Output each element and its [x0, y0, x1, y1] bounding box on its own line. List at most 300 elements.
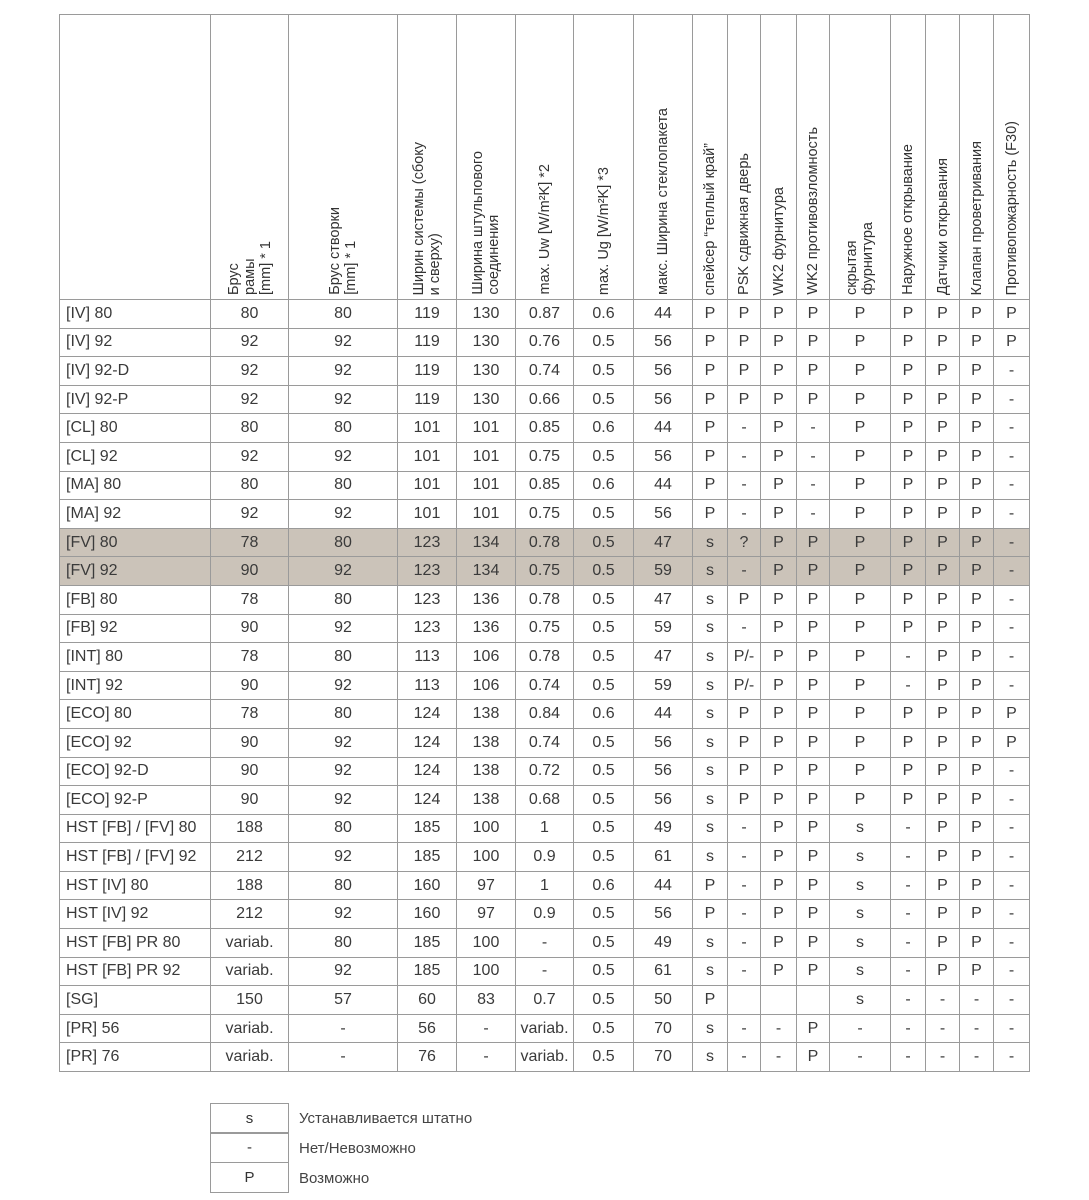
table-row — [60, 671, 1030, 700]
table-cell: P — [891, 700, 926, 729]
table-cell: - — [994, 471, 1030, 500]
table-cell: P — [891, 414, 926, 443]
table-cell: P — [693, 900, 728, 929]
table-cell: 47 — [634, 528, 693, 557]
table-cell: 90 — [211, 728, 289, 757]
system-name-cell: HST [IV] 92 — [60, 900, 211, 929]
column-header-label: Ширин системы (сбоку и сверху) — [411, 141, 443, 295]
table-cell: P — [797, 385, 830, 414]
table-cell: P — [693, 328, 728, 357]
table-cell: - — [457, 1014, 516, 1043]
table-cell: P — [960, 871, 994, 900]
table-cell: - — [728, 929, 761, 958]
column-header-label: max. Uw [W/m²K] *2 — [536, 164, 553, 295]
table-cell: 44 — [634, 871, 693, 900]
table-cell: 78 — [211, 585, 289, 614]
table-cell: - — [994, 643, 1030, 672]
table-cell: 92 — [289, 900, 398, 929]
table-cell: P — [960, 700, 994, 729]
table-cell: s — [830, 871, 891, 900]
column-header — [994, 15, 1030, 300]
table-cell: P — [728, 385, 761, 414]
table-cell: P — [994, 700, 1030, 729]
table-cell: - — [994, 1043, 1030, 1072]
table-cell: 0.5 — [574, 814, 634, 843]
system-name-cell: [CL] 92 — [60, 442, 211, 471]
table-cell: 0.5 — [574, 957, 634, 986]
table-cell: P — [830, 300, 891, 329]
table-cell: P — [728, 300, 761, 329]
table-cell: P — [797, 814, 830, 843]
table-row — [60, 414, 1030, 443]
table-cell: 56 — [634, 357, 693, 386]
table-cell: 0.5 — [574, 357, 634, 386]
table-cell: P — [960, 528, 994, 557]
table-cell: 76 — [398, 1043, 457, 1072]
table-cell — [728, 986, 761, 1015]
table-cell: 0.6 — [574, 871, 634, 900]
table-cell: 78 — [211, 528, 289, 557]
legend — [210, 1103, 472, 1193]
table-cell: P — [926, 357, 960, 386]
table-cell: - — [960, 1043, 994, 1072]
column-header-label: макс. Ширина стеклопакета — [655, 107, 671, 295]
legend-text: Нет/Невозможно — [299, 1139, 416, 1157]
table-row — [60, 757, 1030, 786]
legend-item — [210, 1133, 472, 1163]
table-cell: 0.84 — [516, 700, 574, 729]
table-cell — [761, 986, 797, 1015]
column-header — [761, 15, 797, 300]
legend-symbol: s — [210, 1103, 289, 1134]
table-cell: P — [926, 585, 960, 614]
table-cell: 101 — [398, 471, 457, 500]
table-cell: - — [994, 528, 1030, 557]
table-cell: P — [960, 843, 994, 872]
table-cell: ? — [728, 528, 761, 557]
table-cell: 185 — [398, 957, 457, 986]
table-cell: 92 — [289, 757, 398, 786]
table-cell: 92 — [289, 786, 398, 815]
table-cell: 0.5 — [574, 528, 634, 557]
table-cell: - — [994, 442, 1030, 471]
table-cell: - — [994, 786, 1030, 815]
table-cell: - — [289, 1014, 398, 1043]
table-cell: 160 — [398, 871, 457, 900]
table-cell: 1 — [516, 814, 574, 843]
table-cell: - — [960, 1014, 994, 1043]
table-cell: P — [797, 528, 830, 557]
table-cell: P — [797, 757, 830, 786]
table-cell: 101 — [457, 414, 516, 443]
table-cell: 80 — [211, 300, 289, 329]
table-row — [60, 357, 1030, 386]
table-cell: s — [693, 814, 728, 843]
table-cell: 80 — [289, 814, 398, 843]
table-cell: 59 — [634, 557, 693, 586]
table-cell: 92 — [289, 385, 398, 414]
table-cell: 0.78 — [516, 643, 574, 672]
system-name-cell: [SG] — [60, 986, 211, 1015]
table-cell: 100 — [457, 957, 516, 986]
table-cell: - — [994, 814, 1030, 843]
table-cell: P — [830, 471, 891, 500]
table-cell: - — [728, 1043, 761, 1072]
table-cell: P — [797, 929, 830, 958]
table-cell: P — [761, 300, 797, 329]
column-header-label: Клапан проветривания — [968, 140, 985, 295]
table-cell: P — [926, 471, 960, 500]
table-cell: P — [693, 471, 728, 500]
column-header-label: Брус рамы [mm] * 1 — [225, 241, 274, 295]
table-cell: 56 — [634, 786, 693, 815]
table-cell: - — [891, 843, 926, 872]
table-cell: 212 — [211, 843, 289, 872]
table-cell: P — [797, 728, 830, 757]
table-cell: - — [761, 1043, 797, 1072]
table-cell: P — [960, 957, 994, 986]
table-cell: 92 — [289, 728, 398, 757]
table-cell: - — [960, 986, 994, 1015]
table-row — [60, 871, 1030, 900]
table-cell: P — [761, 585, 797, 614]
table-cell: 80 — [289, 300, 398, 329]
table-cell: s — [693, 585, 728, 614]
legend-symbol: P — [210, 1162, 289, 1193]
table-cell: - — [994, 929, 1030, 958]
table-cell: P — [761, 442, 797, 471]
table-cell: - — [891, 871, 926, 900]
table-cell: - — [830, 1014, 891, 1043]
table-cell: 130 — [457, 357, 516, 386]
table-cell: 138 — [457, 728, 516, 757]
table-cell: P — [891, 500, 926, 529]
table-cell: P — [830, 786, 891, 815]
table-cell: 123 — [398, 585, 457, 614]
table-cell: 106 — [457, 671, 516, 700]
table-cell: P — [830, 414, 891, 443]
table-cell: P — [830, 728, 891, 757]
table-cell: 0.5 — [574, 1043, 634, 1072]
table-cell: P — [761, 671, 797, 700]
table-cell: 0.5 — [574, 614, 634, 643]
system-name-cell: [IV] 80 — [60, 300, 211, 329]
table-cell: 92 — [211, 500, 289, 529]
table-cell: 92 — [289, 500, 398, 529]
column-header-label: Брус створки [mm] * 1 — [327, 207, 359, 295]
column-header — [728, 15, 761, 300]
table-row — [60, 528, 1030, 557]
table-cell: P — [761, 900, 797, 929]
table-cell: 0.5 — [574, 643, 634, 672]
table-cell: 44 — [634, 700, 693, 729]
table-cell: - — [728, 957, 761, 986]
table-cell: P — [960, 929, 994, 958]
table-row — [60, 1043, 1030, 1072]
table-cell: 0.5 — [574, 1014, 634, 1043]
table-cell: P — [761, 728, 797, 757]
table-cell: - — [728, 442, 761, 471]
table-cell: P — [797, 900, 830, 929]
table-cell: P — [830, 585, 891, 614]
table-cell: 113 — [398, 671, 457, 700]
table-cell: 0.78 — [516, 585, 574, 614]
table-cell: 0.5 — [574, 986, 634, 1015]
system-name-cell: [FV] 80 — [60, 528, 211, 557]
table-cell: 0.85 — [516, 471, 574, 500]
table-cell: P — [693, 357, 728, 386]
table-cell: P — [926, 414, 960, 443]
table-cell: 119 — [398, 328, 457, 357]
table-cell: 92 — [289, 557, 398, 586]
table-cell: - — [994, 414, 1030, 443]
column-header-label: WK2 противовзломность — [805, 127, 821, 295]
table-cell: - — [994, 986, 1030, 1015]
column-header — [634, 15, 693, 300]
table-cell: P — [797, 671, 830, 700]
table-cell: 0.68 — [516, 786, 574, 815]
table-cell: P — [926, 614, 960, 643]
table-cell: P — [830, 357, 891, 386]
table-cell: P — [693, 986, 728, 1015]
table-cell: P — [960, 357, 994, 386]
table-cell: 0.6 — [574, 414, 634, 443]
system-name-cell: HST [FB] / [FV] 80 — [60, 814, 211, 843]
column-header-label: скрытая фурнитура — [844, 221, 876, 295]
table-cell: P — [797, 643, 830, 672]
table-cell: 80 — [289, 929, 398, 958]
table-cell: P — [693, 300, 728, 329]
table-cell: 92 — [289, 442, 398, 471]
table-cell: P — [960, 585, 994, 614]
column-header — [289, 15, 398, 300]
table-cell: P — [830, 614, 891, 643]
table-cell: 92 — [289, 328, 398, 357]
system-name-cell: [PR] 76 — [60, 1043, 211, 1072]
table-cell: s — [693, 957, 728, 986]
table-cell: 134 — [457, 528, 516, 557]
column-header-label: PSK сдвижная дверь — [736, 153, 752, 295]
table-cell: 80 — [289, 414, 398, 443]
table-cell: - — [728, 871, 761, 900]
table-cell: P — [926, 757, 960, 786]
table-cell: P — [891, 385, 926, 414]
table-cell: 0.5 — [574, 671, 634, 700]
column-header — [830, 15, 891, 300]
table-cell: - — [994, 757, 1030, 786]
system-name-cell: [ECO] 92 — [60, 728, 211, 757]
table-cell: 0.5 — [574, 786, 634, 815]
table-cell: P — [761, 843, 797, 872]
table-cell: P — [830, 500, 891, 529]
table-cell: P — [728, 786, 761, 815]
table-cell: 97 — [457, 900, 516, 929]
table-cell: s — [693, 700, 728, 729]
table-cell: P — [960, 471, 994, 500]
table-cell: s — [693, 528, 728, 557]
table-cell: P — [830, 385, 891, 414]
table-row — [60, 900, 1030, 929]
column-header — [797, 15, 830, 300]
table-cell: 83 — [457, 986, 516, 1015]
column-header-label: max. Ug [W/m²K] *3 — [595, 166, 612, 295]
table-cell: - — [994, 1014, 1030, 1043]
table-cell: P — [830, 528, 891, 557]
table-cell: P — [728, 728, 761, 757]
table-cell: 0.5 — [574, 557, 634, 586]
system-name-cell: HST [IV] 80 — [60, 871, 211, 900]
table-cell: 123 — [398, 528, 457, 557]
table-cell: 60 — [398, 986, 457, 1015]
table-cell: P — [891, 614, 926, 643]
table-cell: 130 — [457, 385, 516, 414]
table-cell: P — [797, 300, 830, 329]
table-cell: P — [761, 500, 797, 529]
system-name-cell: [IV] 92-D — [60, 357, 211, 386]
table-cell: 0.5 — [574, 900, 634, 929]
table-cell: P — [761, 929, 797, 958]
table-cell: P — [830, 442, 891, 471]
table-cell: 0.5 — [574, 442, 634, 471]
column-header — [211, 15, 289, 300]
table-cell: 56 — [634, 900, 693, 929]
table-cell: P — [891, 585, 926, 614]
table-cell: 124 — [398, 757, 457, 786]
table-cell: 100 — [457, 843, 516, 872]
table-cell: P — [926, 442, 960, 471]
table-cell: 61 — [634, 957, 693, 986]
table-cell: variab. — [211, 1014, 289, 1043]
table-cell: P — [926, 700, 960, 729]
table-cell: 124 — [398, 700, 457, 729]
table-cell: - — [994, 357, 1030, 386]
table-cell: s — [830, 900, 891, 929]
table-cell: P — [797, 557, 830, 586]
table-cell: P — [926, 528, 960, 557]
table-cell: s — [693, 929, 728, 958]
table-cell: 92 — [289, 843, 398, 872]
table-cell: 136 — [457, 585, 516, 614]
table-cell: 138 — [457, 700, 516, 729]
table-cell: P — [960, 671, 994, 700]
table-row — [60, 614, 1030, 643]
table-cell: 78 — [211, 643, 289, 672]
table-cell: P — [960, 414, 994, 443]
table-cell: variab. — [211, 957, 289, 986]
system-name-cell: HST [FB] / [FV] 92 — [60, 843, 211, 872]
table-cell: 44 — [634, 471, 693, 500]
table-row — [60, 300, 1030, 329]
table-cell: s — [693, 557, 728, 586]
table-cell: 80 — [289, 471, 398, 500]
table-cell: 130 — [457, 328, 516, 357]
table-cell: 56 — [634, 385, 693, 414]
table-cell: P — [797, 1043, 830, 1072]
table-cell: P — [693, 385, 728, 414]
table-cell: P — [761, 871, 797, 900]
system-name-cell: [IV] 92-P — [60, 385, 211, 414]
column-header — [960, 15, 994, 300]
table-cell: P — [926, 786, 960, 815]
table-cell: - — [891, 929, 926, 958]
table-cell: s — [693, 843, 728, 872]
table-cell: 0.85 — [516, 414, 574, 443]
table-cell: P — [830, 328, 891, 357]
table-cell: P — [830, 757, 891, 786]
table-row — [60, 843, 1030, 872]
table-cell: 92 — [289, 614, 398, 643]
table-cell: P — [891, 471, 926, 500]
table-cell: P — [960, 757, 994, 786]
table-cell: 136 — [457, 614, 516, 643]
table-cell: 90 — [211, 757, 289, 786]
table-cell: 59 — [634, 614, 693, 643]
table-cell: s — [693, 671, 728, 700]
table-cell: - — [994, 871, 1030, 900]
table-cell: - — [891, 900, 926, 929]
legend-symbol: - — [210, 1132, 289, 1163]
table-cell: variab. — [211, 1043, 289, 1072]
table-cell: 0.5 — [574, 385, 634, 414]
table-cell: s — [830, 986, 891, 1015]
table-row — [60, 986, 1030, 1015]
table-cell: 0.6 — [574, 300, 634, 329]
table-cell: P — [926, 871, 960, 900]
system-name-cell: [MA] 80 — [60, 471, 211, 500]
column-header-label: WK2 фурнитура — [770, 186, 787, 295]
table-cell: 92 — [289, 957, 398, 986]
table-cell: 138 — [457, 786, 516, 815]
table-row — [60, 385, 1030, 414]
table-cell: P — [960, 900, 994, 929]
table-cell: - — [994, 671, 1030, 700]
table-cell: P — [693, 871, 728, 900]
table-cell: 0.9 — [516, 843, 574, 872]
table-cell: P — [761, 700, 797, 729]
system-name-cell: [ECO] 92-D — [60, 757, 211, 786]
table-cell: 101 — [457, 471, 516, 500]
table-cell: P — [761, 957, 797, 986]
table-cell: - — [994, 614, 1030, 643]
table-row — [60, 557, 1030, 586]
system-name-cell: [INT] 80 — [60, 643, 211, 672]
table-cell: P/- — [728, 671, 761, 700]
table-cell: P — [891, 328, 926, 357]
table-cell: - — [761, 1014, 797, 1043]
system-name-cell: HST [FB] PR 80 — [60, 929, 211, 958]
table-cell: - — [891, 1014, 926, 1043]
table-cell: - — [926, 986, 960, 1015]
table-cell: 90 — [211, 557, 289, 586]
table-cell: P — [960, 814, 994, 843]
table-cell: P — [891, 757, 926, 786]
table-cell: 0.87 — [516, 300, 574, 329]
table-cell: s — [693, 614, 728, 643]
table-cell: P — [797, 357, 830, 386]
table-cell: P — [891, 357, 926, 386]
table-cell: s — [830, 814, 891, 843]
table-cell: 0.5 — [574, 500, 634, 529]
column-header-label: Датчики открывания — [934, 157, 951, 295]
table-cell: 0.9 — [516, 900, 574, 929]
table-cell: - — [994, 843, 1030, 872]
table-cell: P — [728, 328, 761, 357]
table-cell: P — [926, 814, 960, 843]
table-cell: P — [926, 385, 960, 414]
table-row — [60, 957, 1030, 986]
table-cell: P — [830, 671, 891, 700]
table-cell: P — [761, 414, 797, 443]
